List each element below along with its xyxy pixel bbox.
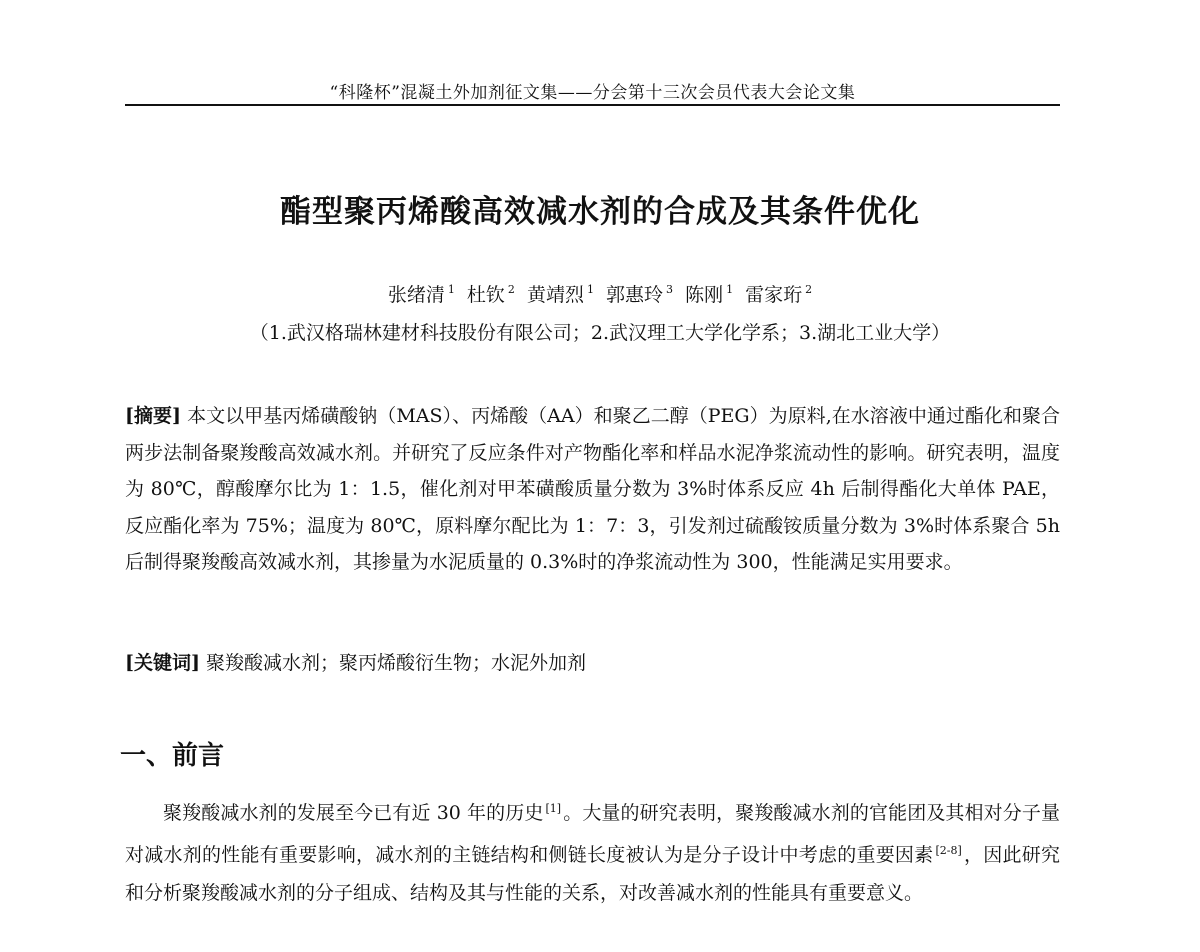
affiliations: （1.武汉格瑞林建材科技股份有限公司；2.武汉理工大学化学系；3.湖北工业大学）: [249, 322, 951, 344]
author: 黄靖烈 $^1$: [526, 283, 594, 306]
abstract-text: 本文以甲基丙烯磺酸钠（MAS）、丙烯酸（AA）和聚乙二醇（PEG）为原料,在水溶液中通过酯化和聚合两步法制备聚羧酸高效减水剂。并研究了反应条件对产物酯化率和样品水泥净浆流动性的影响。研究表明，温度为 80℃，醇酸摩尔比为 1：1.5，催化剂对甲苯磺酸质量分数为 3%时体系反应 4h 后制得酯化大单体 PAE，反应酯化率为 75%；温度为 80℃，原料摩尔配比为 1：7：3，引发剂过硫酸铵质量分数为 3%时体系聚合 5h 后制得聚羧酸高效减水剂，其掺量为水泥质量的 0.3%时的净浆流动性为 300，性能满足实用要求。: [125, 405, 1060, 573]
author: 杜钦 $^2$: [466, 283, 515, 306]
author-list: [0, 280, 1200, 307]
section-heading: 一、前言: [120, 741, 225, 771]
citation: [1]: [545, 802, 562, 815]
running-header: “科隆杯”混凝土外加剂征文集——分会第十三次会员代表大会论文集: [329, 83, 856, 103]
keywords-text: 聚羧酸减水剂；聚丙烯酸衍生物；水泥外加剂: [199, 652, 587, 674]
keywords: [125, 648, 1060, 675]
author: 雷家珩 $^2$: [745, 283, 813, 306]
author: 郭惠玲 $^3$: [606, 283, 674, 306]
abstract-label: [摘要]: [125, 405, 182, 427]
author: 陈刚 $^1$: [685, 283, 734, 306]
intro-paragraph: 聚羧酸减水剂的发展至今已有近 30 年的历史 [1] 。大量的研究表明，聚羧酸减水剂的官能团及其相对分子量对减水剂的性能有重要影响，减水剂的主链结构和侧链长度被认为是分子设计中考虑的重要因素 [2-8] ，因此研究和分析聚羧酸减水剂的分子组成、结构及其与性能的关系，对改善减水剂的性能具有重要意义。: [125, 802, 1060, 904]
header-rule: [125, 104, 1060, 106]
citation: [2-8]: [935, 844, 962, 857]
keywords-label: [关键词]: [125, 652, 200, 674]
author: 张绪清 $^1$: [387, 283, 455, 306]
abstract: [125, 398, 1060, 581]
paper-title: 酯型聚丙烯酸高效减水剂的合成及其条件优化: [280, 194, 920, 230]
